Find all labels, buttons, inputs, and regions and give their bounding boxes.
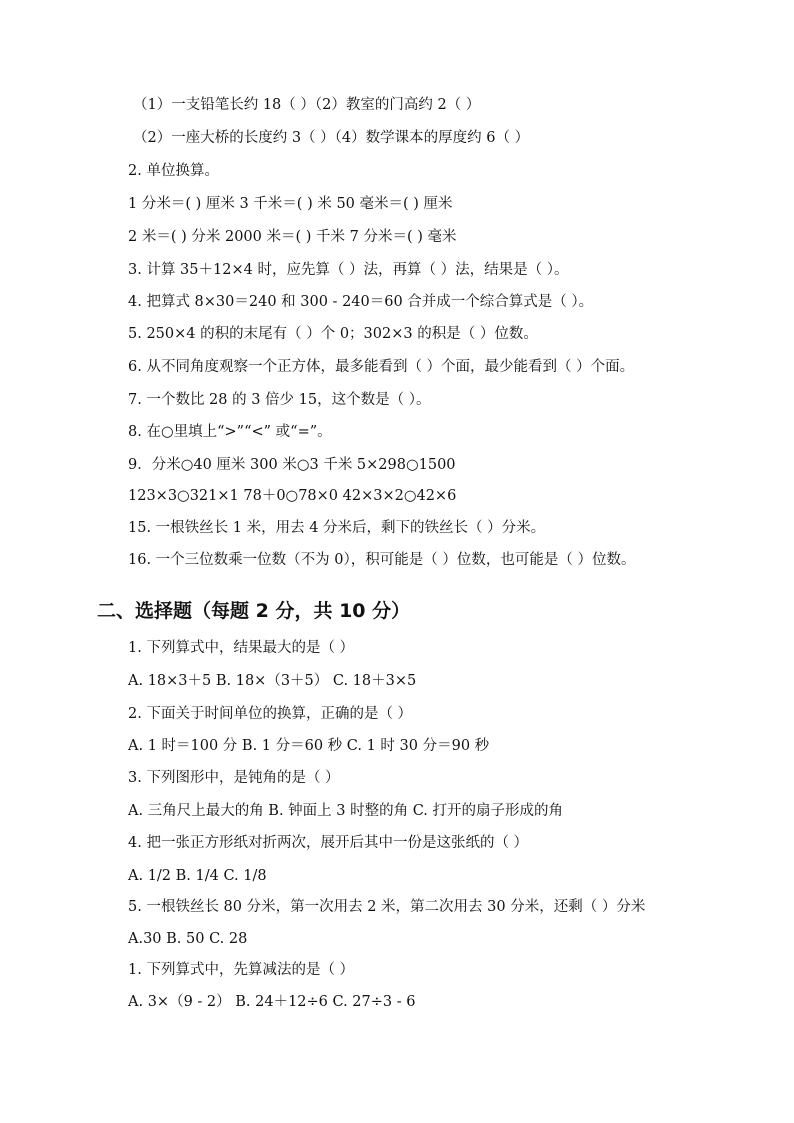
question-3: 3. 计算 35＋12×4 时，应先算（ ）法，再算（ ）法，结果是（ ）。 (128, 262, 569, 278)
question-16: 16. 一个三位数乘一位数（不为 0），积可能是（ ）位数，也可能是（ ）位数。 (128, 552, 636, 568)
unit-conversion-line-2: 2 米＝( ) 分米 2000 米＝( ) 千米 7 分米＝( ) 毫米 (128, 229, 457, 245)
choice-options-3: A. 三角尺上最大的角 B. 钟面上 3 时整的角 C. 打开的扇子形成的角 (128, 803, 564, 819)
choice-options-4: A. 1/2 B. 1/4 C. 1/8 (128, 868, 267, 884)
choice-options-6: A. 3×（9 - 2） B. 24＋12÷6 C. 27÷3 - 6 (128, 994, 416, 1010)
comparison-line-1: 9．分米○40 厘米 300 米○3 千米 5×298○1500 (128, 457, 456, 473)
question-6: 6. 从不同角度观察一个正方体，最多能看到（ ）个面，最少能看到（ ）个面。 (128, 359, 635, 375)
choice-question-3: 3. 下列图形中，是钝角的是（ ） (128, 770, 340, 786)
choice-question-2: 2. 下面关于时间单位的换算，正确的是（ ） (128, 706, 413, 722)
choice-question-5: 5. 一根铁丝长 80 分米，第一次用去 2 米，第二次用去 30 分米，还剩（ ）分米 (128, 899, 646, 915)
fill-blank-units-line-2: （2）一座大桥的长度约 3（ ）（4）数学课本的厚度约 6（ ） (133, 130, 530, 146)
choice-question-1: 1. 下列算式中，结果最大的是（ ） (128, 640, 355, 656)
question-4: 4. 把算式 8×30＝240 和 300 - 240＝60 合并成一个综合算式是（ ）。 (128, 294, 594, 310)
question-15: 15. 一根铁丝长 1 米，用去 4 分米后，剩下的铁丝长（ ）分米。 (128, 520, 546, 536)
question-7: 7. 一个数比 28 的 3 倍少 15，这个数是（ ）。 (128, 392, 431, 408)
choice-options-2: A. 1 时＝100 分 B. 1 分＝60 秒 C. 1 时 30 分＝90 秒 (128, 738, 490, 754)
section-heading-multiple-choice: 二、选择题（每题 2 分，共 10 分） (97, 600, 411, 622)
fill-blank-units-line-1: （1）一支铅笔长约 18（ ）（2）教室的门高约 2（ ） (133, 97, 481, 113)
unit-conversion-line-1: 1 分米＝( ) 厘米 3 千米＝( ) 米 50 毫米＝( ) 厘米 (128, 196, 453, 212)
choice-question-6: 1. 下列算式中，先算减法的是（ ） (128, 962, 355, 978)
question-5: 5. 250×4 的积的末尾有（ ）个 0；302×3 的积是（ ）位数。 (128, 326, 538, 342)
question-8: 8. 在○里填上“>”“<” 或“=”。 (128, 424, 332, 440)
choice-question-4: 4. 把一张正方形纸对折两次，展开后其中一份是这张纸的（ ） (128, 835, 529, 851)
question-2-title: 2. 单位换算。 (128, 163, 219, 179)
choice-options-1: A. 18×3＋5 B. 18×（3＋5） C. 18＋3×5 (128, 673, 417, 689)
choice-options-5: A.30 B. 50 C. 28 (128, 931, 248, 947)
comparison-line-2: 123×3○321×1 78＋0○78×0 42×3×2○42×6 (128, 488, 457, 504)
